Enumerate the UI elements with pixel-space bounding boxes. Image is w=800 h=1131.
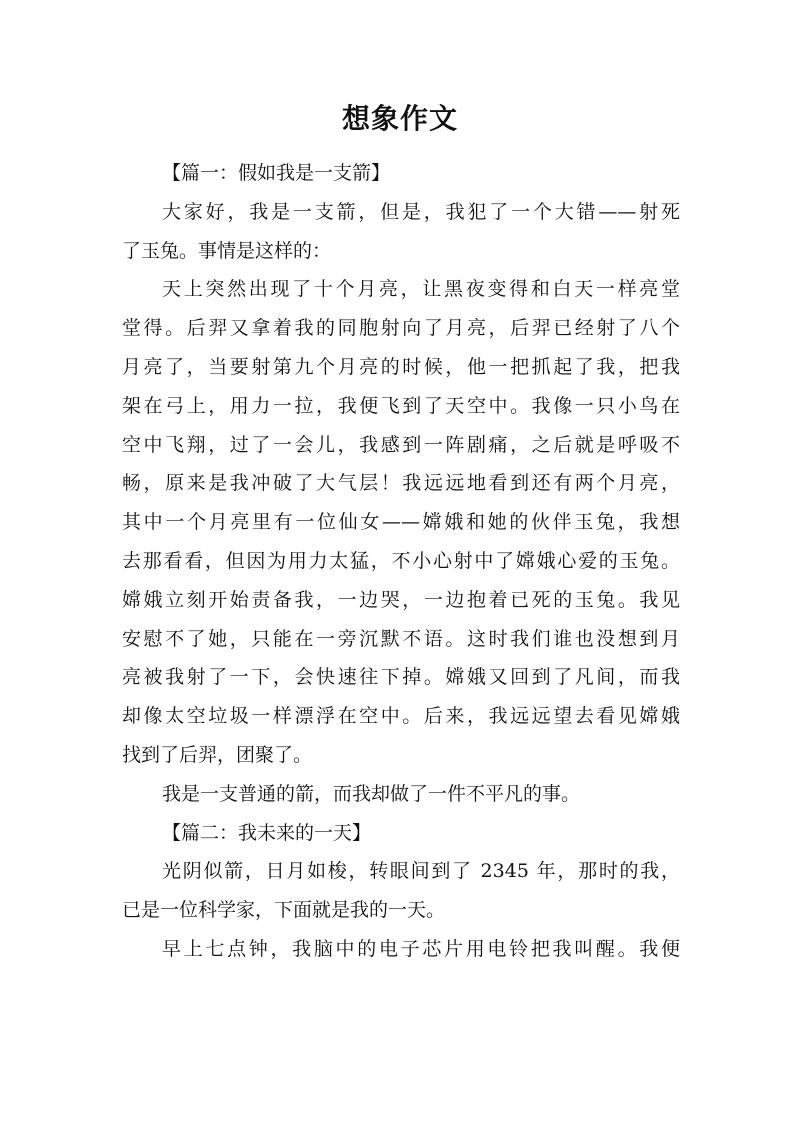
text-line: 嫦娥立刻开始责备我，一边哭，一边抱着已死的玉兔。我见 [122, 588, 680, 611]
text-line: 光阴似箭，日月如梭，转眼间到了 2345 年，那时的我， [162, 860, 680, 883]
text-line: 架在弓上，用力一拉，我便飞到了天空中。我像一只小鸟在 [122, 394, 680, 417]
text-line: 安慰不了她，只能在一旁沉默不语。这时我们谁也没想到月 [122, 627, 680, 650]
text-line: 已是一位科学家，下面就是我的一天。 [122, 899, 446, 922]
text-line: 去那看看，但因为用力太猛，不小心射中了嫦娥心爱的玉兔。 [122, 549, 680, 572]
text-line: 堂得。后羿又拿着我的同胞射向了月亮，后羿已经射了八个 [122, 317, 680, 340]
text-line: 我是一支普通的箭，而我却做了一件不平凡的事。 [162, 782, 581, 805]
document-body [122, 154, 680, 969]
text-line: 找到了后羿，团聚了。 [122, 743, 313, 766]
text-line: 却像太空垃圾一样漂浮在空中。后来，我远远望去看见嫦娥 [122, 705, 680, 728]
text-line: 了玉兔。事情是这样的： [122, 239, 332, 262]
document-title: 想象作文 [341, 102, 458, 135]
text-line: 天上突然出现了十个月亮，让黑夜变得和白天一样亮堂 [162, 278, 680, 301]
text-line: 其中一个月亮里有一位仙女——嫦娥和她的伙伴玉兔，我想 [122, 511, 680, 534]
text-line: 月亮了，当要射第九个月亮的时候，他一把抓起了我，把我 [122, 355, 680, 378]
text-line: 【篇一：假如我是一支箭】 [162, 162, 391, 184]
text-line: 空中飞翔，过了一会儿，我感到一阵剧痛，之后就是呼吸不 [122, 433, 680, 456]
text-line: 早上七点钟，我脑中的电子芯片用电铃把我叫醒。我便 [162, 937, 680, 960]
text-line: 畅，原来是我冲破了大气层！我远远地看到还有两个月亮， [122, 472, 680, 495]
text-line: 亮被我射了一下，会快速往下掉。嫦娥又回到了凡间，而我 [122, 666, 680, 689]
text-line: 大家好，我是一支箭，但是，我犯了一个大错——射死 [162, 200, 680, 223]
text-line: 【篇二：我未来的一天】 [162, 821, 372, 844]
